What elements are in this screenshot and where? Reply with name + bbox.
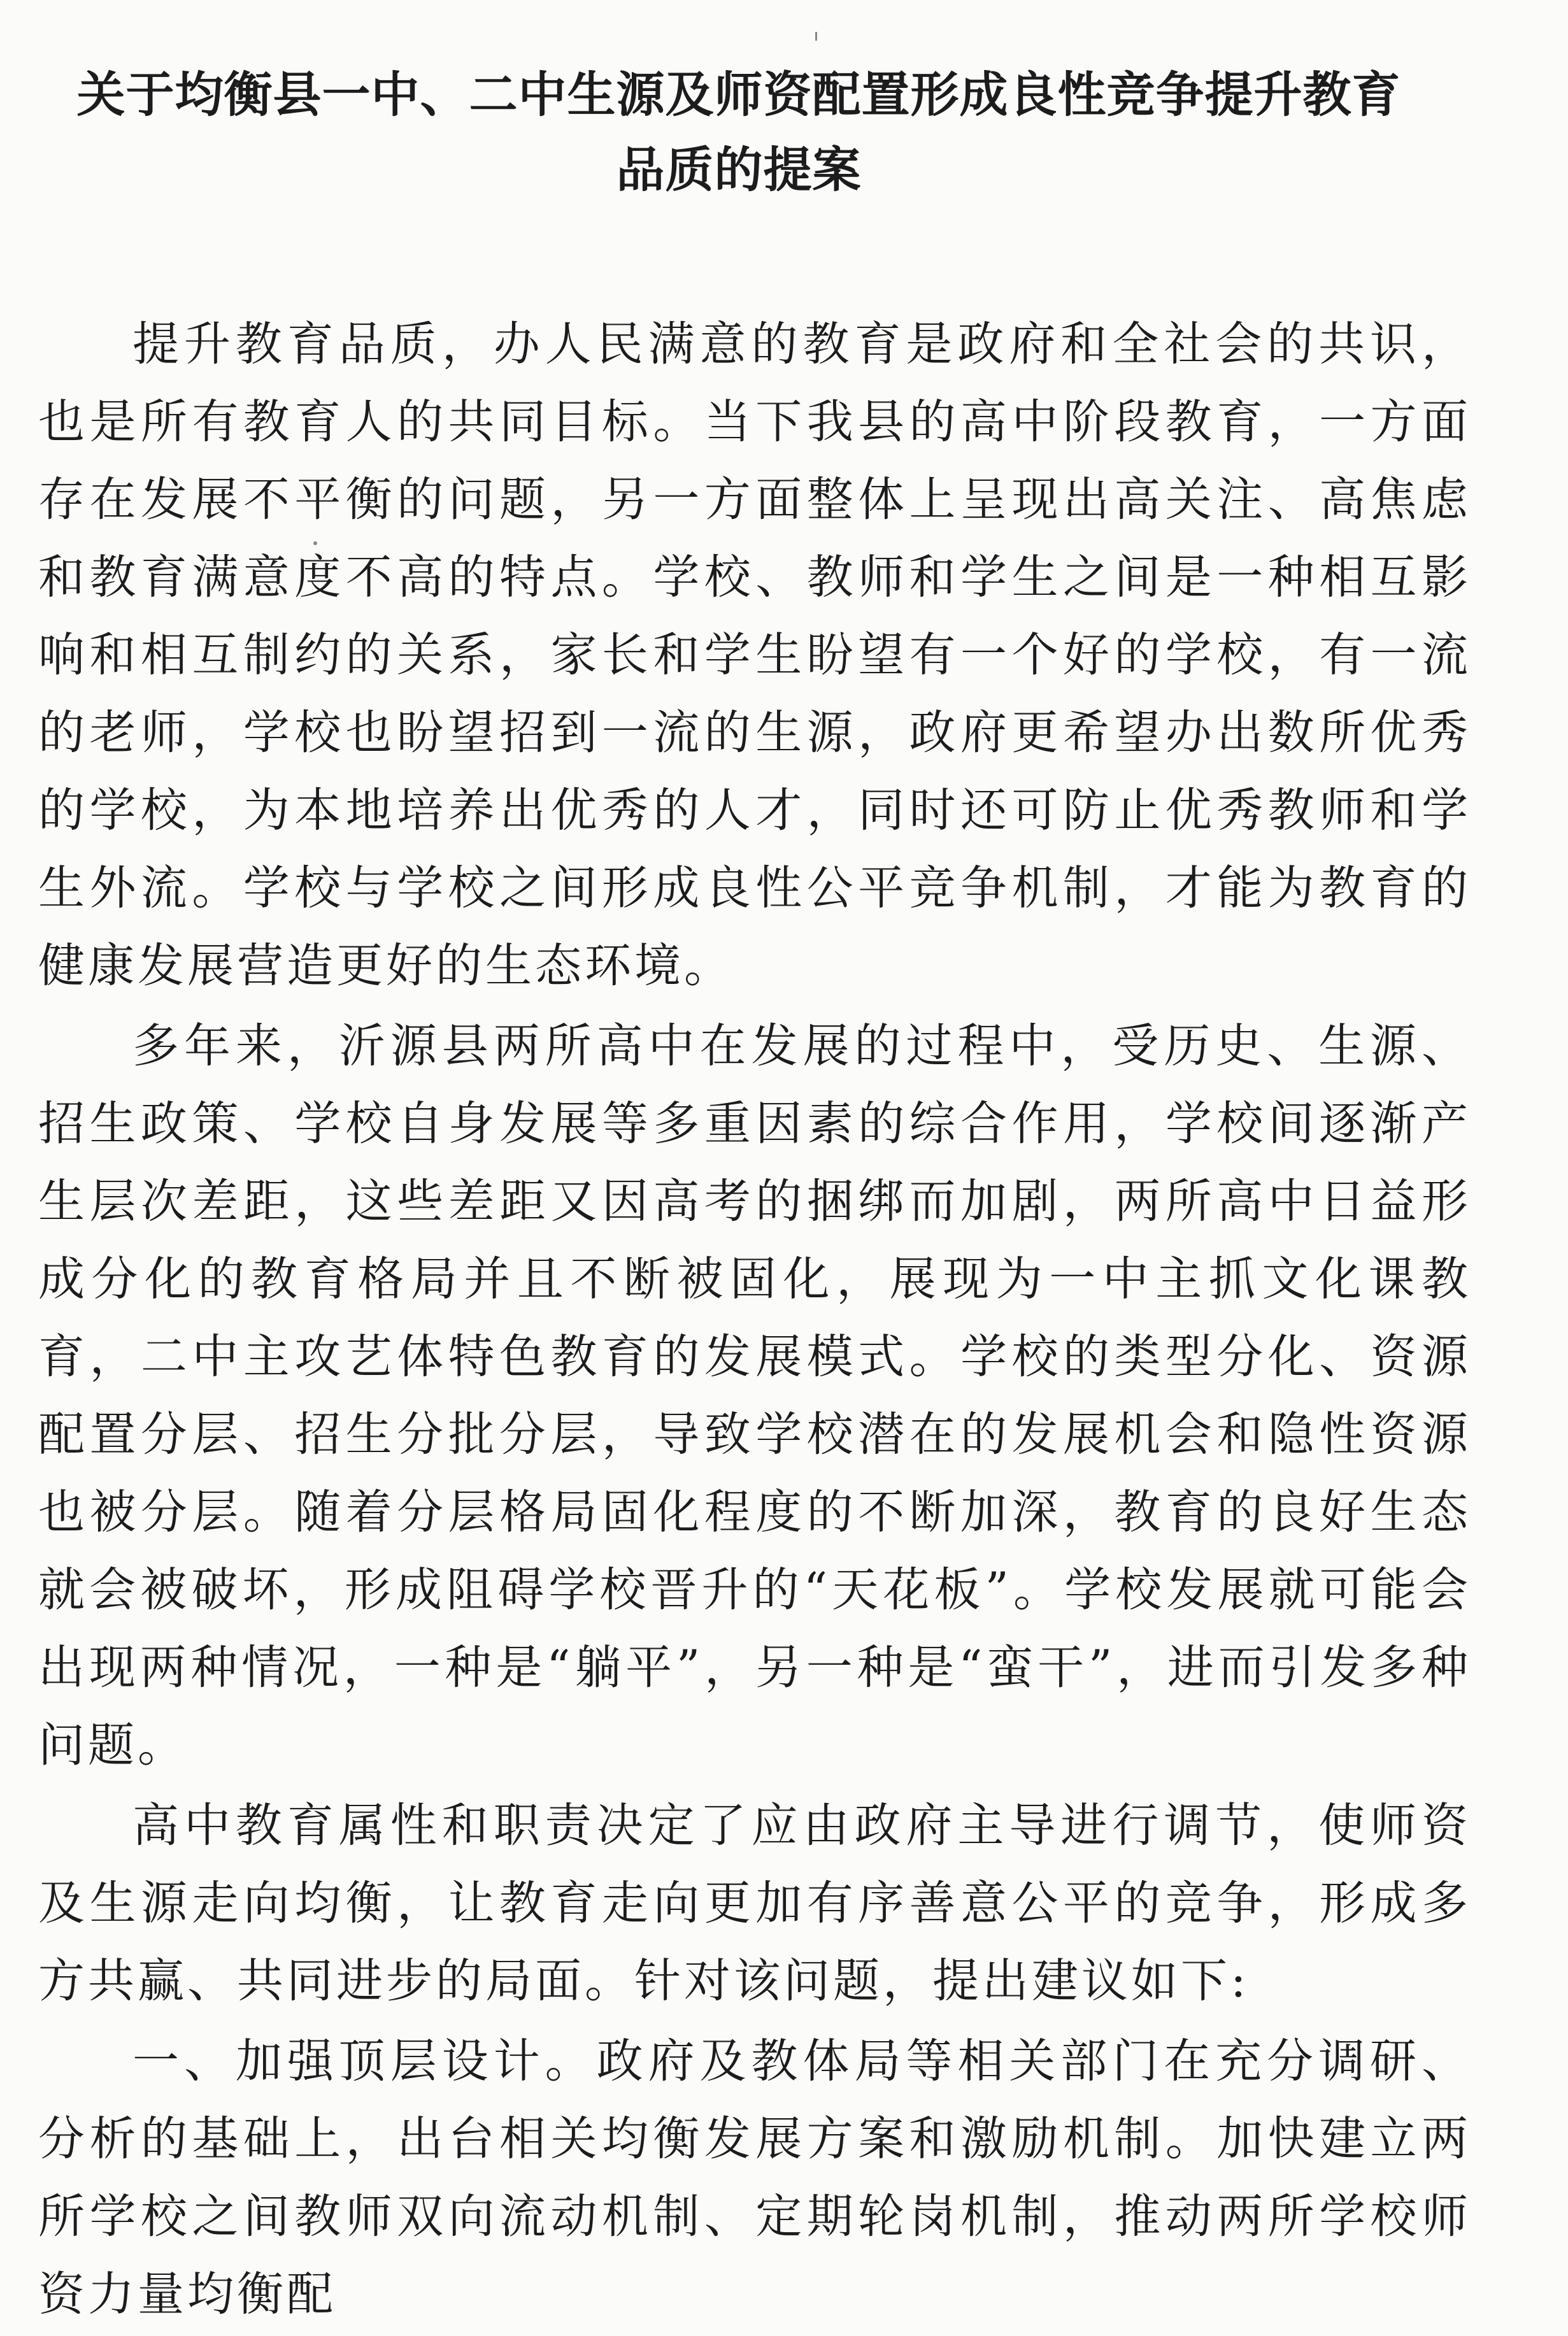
scan-speck [313, 541, 317, 545]
paragraph-3: 高中教育属性和职责决定了应由政府主导进行调节，使师资及生源走向均衡，让教育走向更加有序善意公平的竞争，形成多方共赢、共同进步的局面。针对该问题，提出建议如下: [38, 1798, 1471, 2008]
paragraph-1: 提升教育品质，办人民满意的教育是政府和全社会的共识，也是所有教育人的共同目标。当下我县的高中阶段教育，一方面存在发展不平衡的问题，另一方面整体上呈现出高关注、高焦虑和教育满意度不高的特点。学校、教师和学生之间是一种相互影响和相互制约的关系，家长和学生盼望有一个好的学校，有一流的老师，学校也盼望招到一流的生源，政府更希望办出数所优秀的学校，为本地培养出优秀的人才，同时还可防止优秀教师和学生外流。学校与学校之间形成良性公平竞争机制，才能为教育的健康发展营造更好的生态环境。 [38, 317, 1471, 993]
scan-mark [815, 32, 817, 41]
paragraph-4: 一、加强顶层设计。政府及教体局等相关部门在充分调研、分析的基础上，出台相关均衡发展方案和激励机制。加快建立两所学校之间教师双向流动机制、定期轮岗机制，推动两所学校师资力量均衡配 [38, 2034, 1471, 2321]
document-title [25, 57, 1452, 208]
document-body [38, 306, 1471, 2336]
paragraph-2: 多年来，沂源县两所高中在发展的过程中，受历史、生源、招生政策、学校自身发展等多重因素的综合作用，学校间逐渐产生层次差距，这些差距又因高考的捆绑而加剧，两所高中日益形成分化的教育格局并且不断被固化，展现为一中主抓文化课教育，二中主攻艺体特色教育的发展模式。学校的类型分化、资源配置分层、招生分批分层，导致学校潜在的发展机会和隐性资源也被分层。随着分层格局固化程度的不断加深，教育的良好生态就会被破坏，形成阻碍学校晋升的“天花板”。学校发展就可能会出现两种情况，一种是“躺平”，另一种是“蛮干”，进而引发多种问题。 [38, 1019, 1471, 1772]
title-line-1: 关于均衡县一中、二中生源及师资配置形成良性竞争提升教育 [76, 66, 1401, 123]
title-line-2: 品质的提案 [616, 141, 862, 198]
